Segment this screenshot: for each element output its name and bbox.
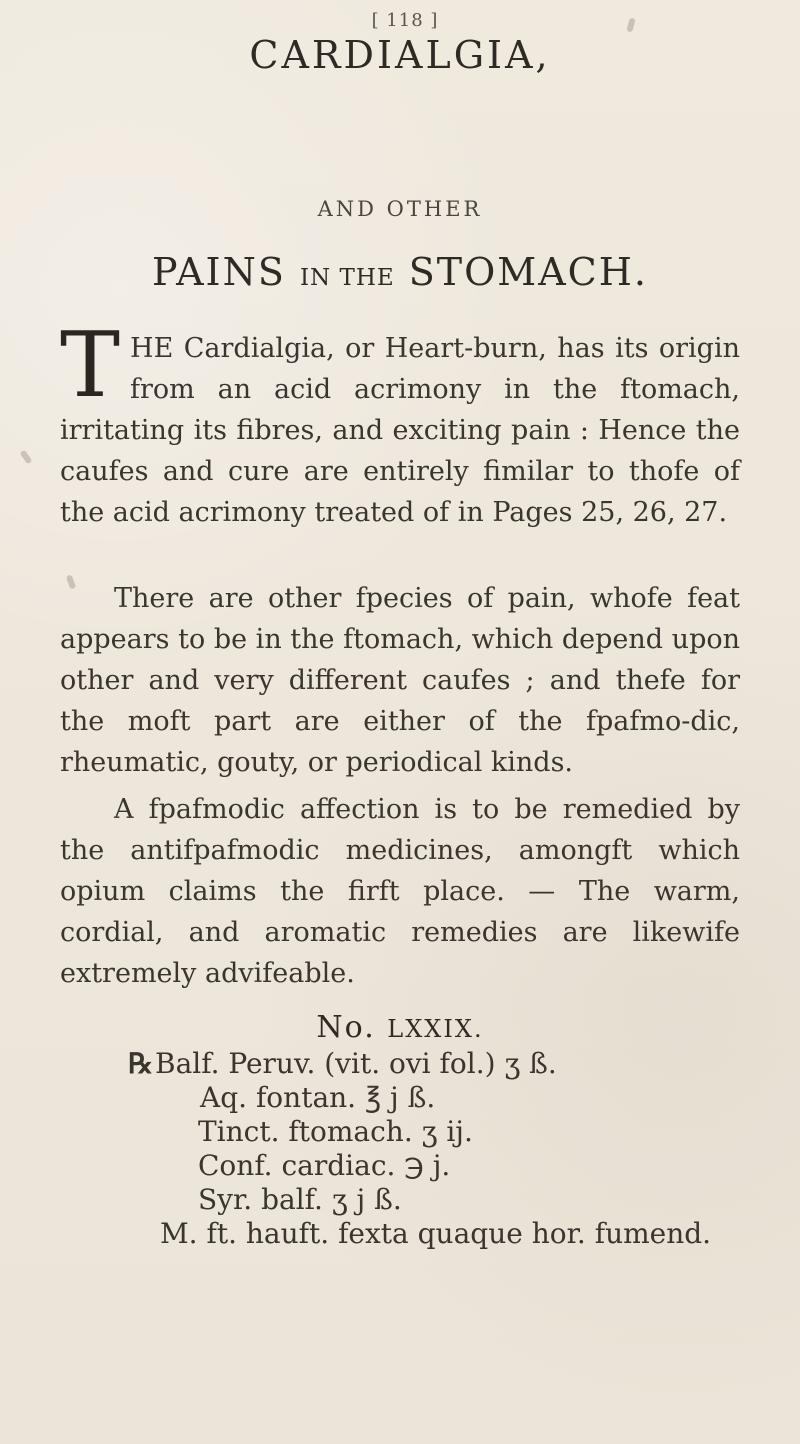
chapter-title-line-2: AND OTHER	[317, 197, 483, 221]
prescription-line-text: Balf. Peruv. (vit. ovi fol.) ʒ ß.	[155, 1047, 557, 1080]
paragraph-spasmodic	[60, 789, 740, 994]
paragraph-text: A fpafmodic affection is to be remedied by the antifpafmodic medicines, amongft which opium claims the firft place. — The warm, cordial, and aromatic remedies are likewife extremely advifeable.	[60, 794, 740, 989]
prescription-symbol: ℞	[128, 1047, 154, 1080]
paragraph-cardialgia	[60, 313, 740, 533]
paragraph-text: There are other fpecies of pain, whofe feat appears to be in the ftomach, which depend upon other and very different caufes ; and thefe for the moft part are either of the fpafmo-dic, rheumatic, gouty, or periodical kinds.	[60, 583, 740, 778]
prescription-line: M. ft. hauft. fexta quaque hor. fumend.	[160, 1217, 712, 1250]
title-word-in-the: IN THE	[299, 265, 395, 291]
prescription-line: Conf. cardiac. ℈ j.	[198, 1149, 451, 1182]
paragraph-text: HE Cardialgia, or Heart-burn, has its origin from an acid acrimony in the ftomach, irritating its fibres, and exciting pain : Hence the caufes and cure are entirely fimilar to thofe of the acid acrimony treated of in Pages 25, 26, 27.	[60, 333, 740, 528]
page-number: [ 118 ]	[371, 10, 439, 31]
paragraph-other-pains	[60, 578, 740, 783]
page-stain	[626, 17, 635, 32]
page-stain	[20, 450, 33, 465]
prescription-line: Aq. fontan. ℥ j ß.	[200, 1081, 436, 1114]
chapter-title-line-3	[0, 250, 800, 294]
prescription-number: LXXIX.	[387, 1015, 484, 1043]
prescription	[128, 1047, 755, 1251]
prescription-line: Tinct. ftomach. ʒ ij.	[198, 1115, 473, 1148]
drop-cap: T	[60, 313, 121, 418]
chapter-title-text: CARDIALGIA,	[249, 33, 551, 77]
prescription-title	[0, 1010, 800, 1045]
title-word-pains: PAINS	[152, 250, 286, 294]
prescription-number-label: No.	[316, 1010, 376, 1045]
prescription-line	[128, 1047, 755, 1081]
prescription-line: Syr. balf. ʒ j ß.	[198, 1183, 402, 1216]
title-word-stomach: STOMACH.	[408, 250, 648, 294]
